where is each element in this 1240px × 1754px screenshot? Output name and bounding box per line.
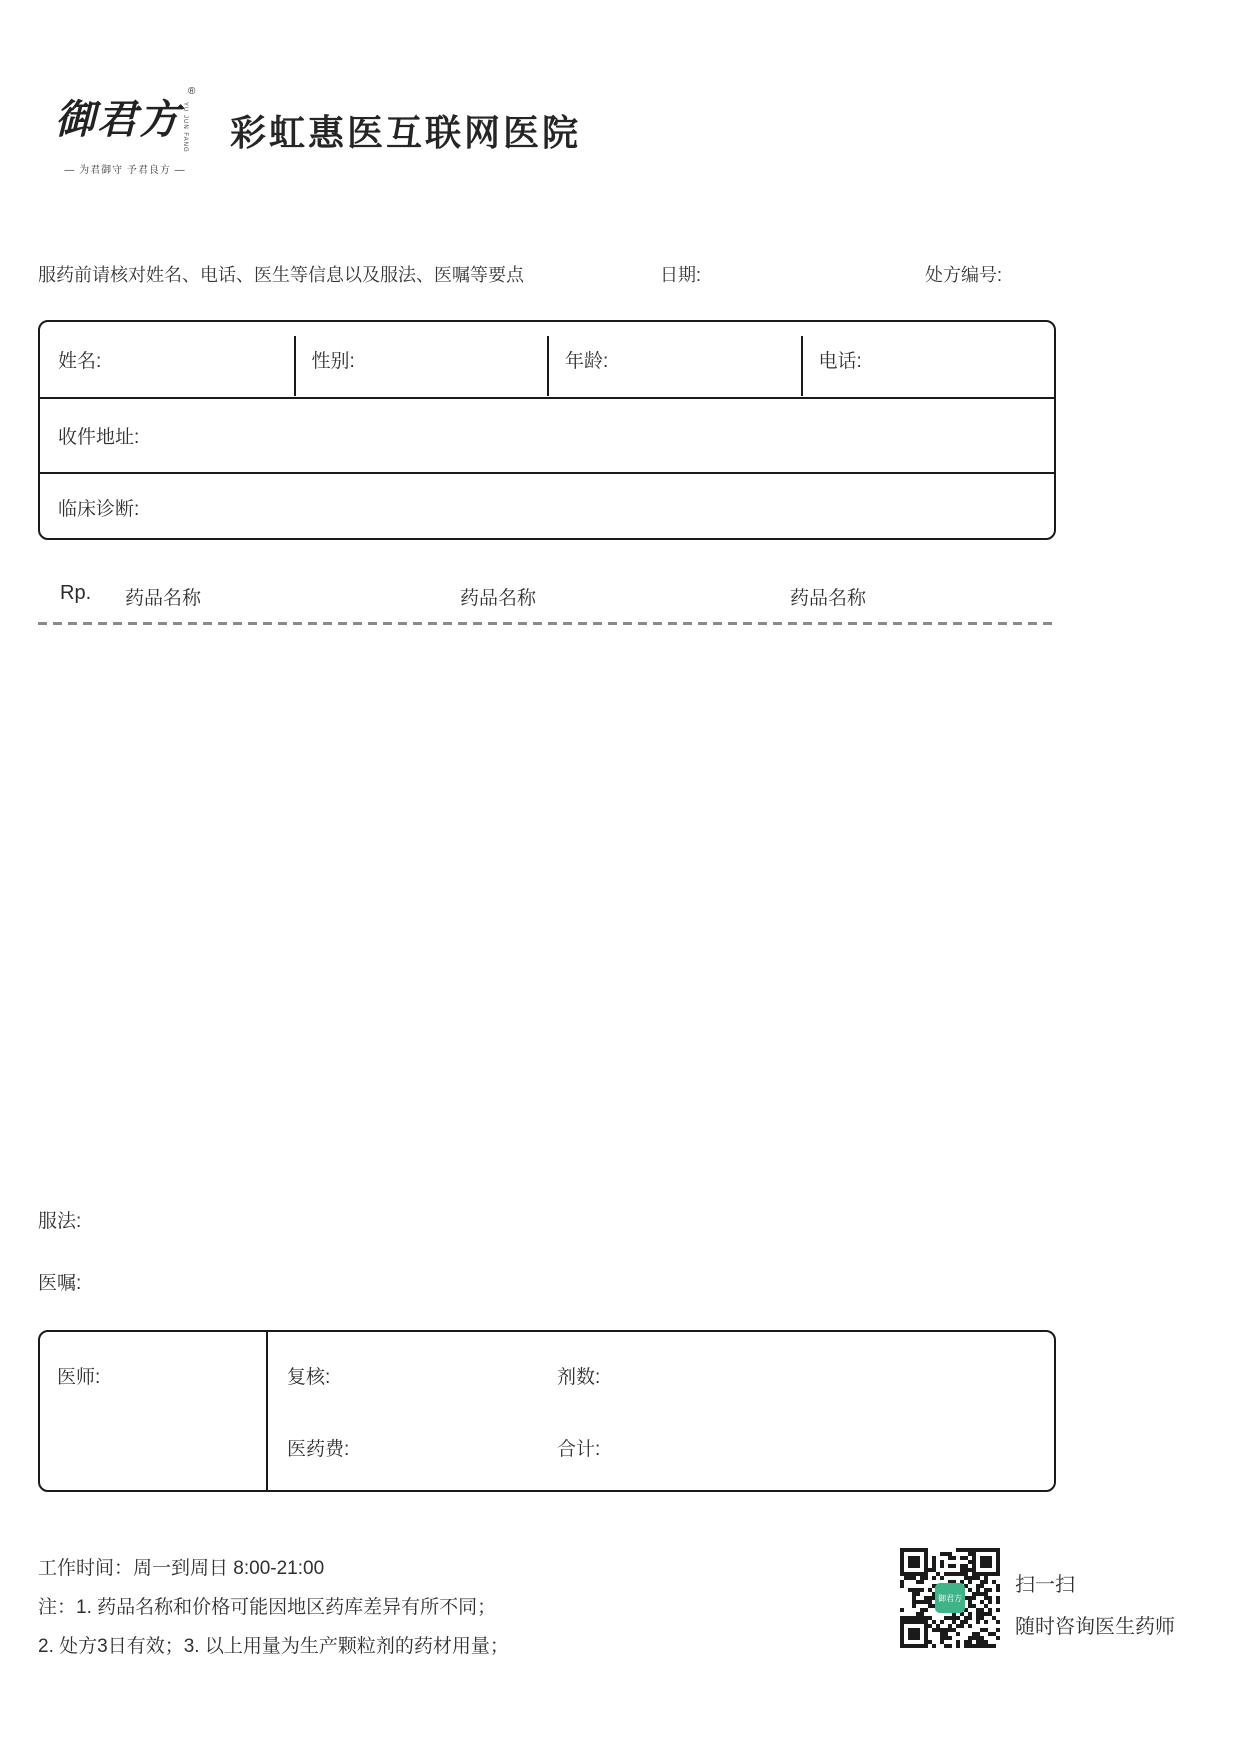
- verification-notice: 服药前请核对姓名、电话、医生等信息以及服法、医嘱等要点: [38, 265, 524, 285]
- registered-trademark-icon: ®: [188, 86, 196, 97]
- signature-fee-box: [38, 1330, 1056, 1492]
- scan-qr-title: 扫一扫: [1015, 1574, 1075, 1596]
- svg-text:御君方: 御君方: [938, 1594, 962, 1603]
- patient-age-field: 年龄:: [565, 351, 609, 372]
- shipping-address-field: 收件地址:: [58, 427, 140, 448]
- footer-note-2: 2. 处方3日有效；3. 以上用量为生产颗粒剂的药材用量；: [38, 1636, 509, 1657]
- medicine-fee-field: 医药费:: [287, 1439, 350, 1460]
- drug-name-column-header: 药品名称: [790, 588, 867, 609]
- doctor-signature-field: 医师:: [57, 1367, 101, 1388]
- brand-logo: [55, 88, 205, 176]
- drug-list-divider: [38, 622, 1056, 625]
- drug-name-column-header: 药品名称: [460, 588, 537, 609]
- hospital-title: 彩虹惠医互联网医院: [230, 112, 582, 153]
- total-field: 合计:: [557, 1439, 601, 1460]
- column-divider: [294, 336, 296, 396]
- column-divider: [266, 1332, 268, 1490]
- review-field: 复核:: [287, 1367, 331, 1388]
- column-divider: [547, 336, 549, 396]
- patient-name-field: 姓名:: [58, 351, 102, 372]
- clinical-diagnosis-field: 临床诊断:: [58, 498, 140, 520]
- brand-tagline: — 为君御守 予君良方 —: [64, 164, 186, 176]
- column-divider: [801, 336, 803, 396]
- patient-info-box: [38, 320, 1056, 540]
- prescription-number-label: 处方编号:: [925, 265, 1003, 285]
- patient-gender-field: 性别:: [311, 351, 355, 372]
- usage-method-label: 服法:: [38, 1211, 82, 1232]
- patient-phone-field: 电话:: [818, 351, 862, 372]
- brand-logo-text: 御君方: [55, 97, 181, 142]
- date-label: 日期:: [660, 265, 702, 285]
- footer-note-1: 注：1. 药品名称和价格可能因地区药库差异有所不同；: [38, 1597, 497, 1618]
- dose-count-field: 剂数:: [557, 1367, 601, 1388]
- drug-name-column-header: 药品名称: [125, 588, 202, 609]
- scan-qr-subtitle: 随时咨询医生药师: [1015, 1616, 1175, 1638]
- doctor-advice-label: 医嘱:: [38, 1273, 82, 1294]
- qr-code: [900, 1548, 1000, 1648]
- working-hours: 工作时间：周一到周日 8:00-21:00: [38, 1558, 325, 1579]
- brand-logo-vertical-text: YU JUN FANG: [182, 102, 188, 153]
- rp-label: Rp.: [60, 582, 92, 604]
